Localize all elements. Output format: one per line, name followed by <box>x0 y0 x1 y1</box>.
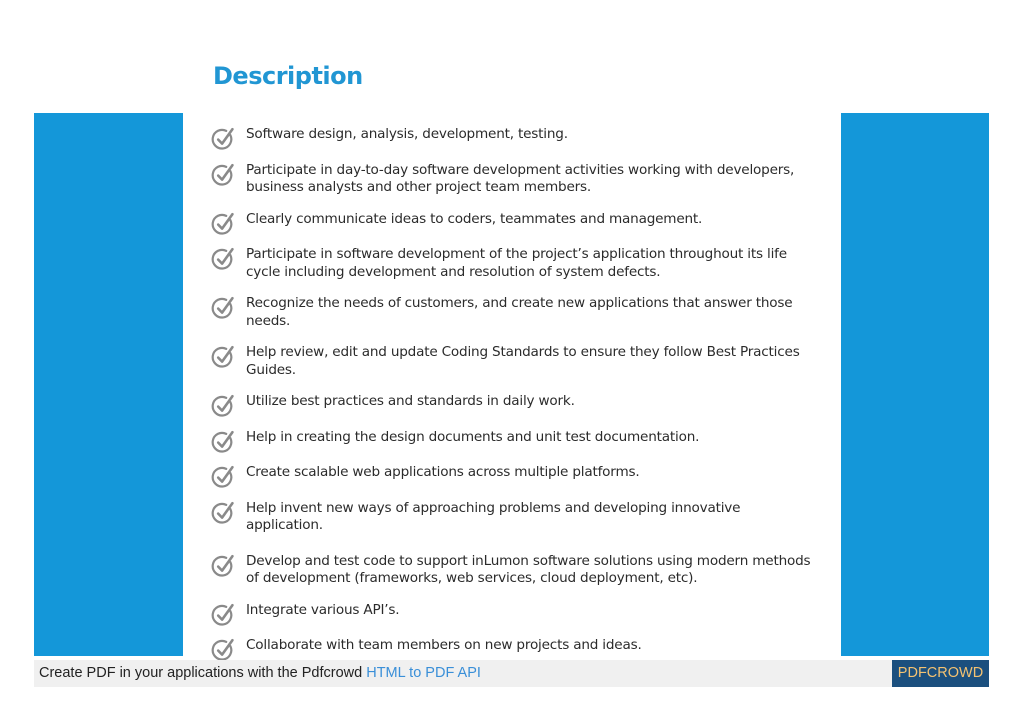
description-item <box>211 500 811 535</box>
description-item <box>211 393 811 411</box>
description-item-text: Help review, edit and update Coding Standards to ensure they follow Best Practices Guides. <box>246 344 800 378</box>
left-blue-panel <box>34 113 183 656</box>
check-circle-icon <box>211 602 237 628</box>
check-circle-icon <box>211 211 237 237</box>
footer-text <box>39 665 481 681</box>
check-circle-icon <box>211 500 237 526</box>
description-item-text: Help in creating the design documents and unit test documentation. <box>246 428 700 445</box>
check-circle-icon <box>211 295 237 321</box>
description-item <box>211 162 811 197</box>
description-item <box>211 295 811 330</box>
description-item-text: Create scalable web applications across multiple platforms. <box>246 464 640 480</box>
description-item-text: Software design, analysis, development, testing. <box>246 126 568 142</box>
check-circle-icon <box>211 393 237 419</box>
description-item-text: Utilize best practices and standards in daily work. <box>246 393 575 409</box>
right-blue-panel <box>841 113 989 656</box>
description-item <box>211 344 811 379</box>
description-item-text: Participate in software development of the project’s application throughout its life cycle including development and resolution of system defects. <box>246 246 787 280</box>
check-circle-icon <box>211 162 237 188</box>
description-item-text: Collaborate with team members on new projects and ideas. <box>246 637 642 653</box>
footer-message: Create PDF in your applications with the Pdfcrowd <box>39 665 367 681</box>
pdf-footer-bar <box>34 660 989 687</box>
description-item-text: Integrate various API’s. <box>246 601 400 618</box>
description-item-text: Participate in day-to-day software development activities working with developers, business analysts and other project team members. <box>246 161 795 195</box>
check-circle-icon <box>211 344 237 370</box>
description-item <box>211 637 811 655</box>
check-circle-icon <box>211 429 237 455</box>
description-item <box>211 464 811 482</box>
section-title: Description <box>213 62 363 90</box>
description-item-text: Recognize the needs of customers, and create new applications that answer those needs. <box>246 295 793 329</box>
description-card <box>183 40 841 656</box>
pdfcrowd-brand-button[interactable]: PDFCROWD <box>892 660 989 687</box>
description-item-text: Develop and test code to support inLumon software solutions using modern methods of development (frameworks, web services, cloud deployment, etc). <box>246 552 811 586</box>
description-item <box>211 429 811 447</box>
check-circle-icon <box>211 464 237 490</box>
check-circle-icon <box>211 553 237 579</box>
description-item <box>211 211 811 229</box>
check-circle-icon <box>211 126 237 152</box>
description-item <box>211 126 811 144</box>
description-item-text: Help invent new ways of approaching problems and developing innovative application. <box>246 499 741 533</box>
check-circle-icon <box>211 246 237 272</box>
description-item-text: Clearly communicate ideas to coders, teammates and management. <box>246 210 703 227</box>
description-item <box>211 602 811 620</box>
description-list <box>211 126 811 655</box>
description-item <box>211 246 811 281</box>
footer-link[interactable]: HTML to PDF API <box>366 665 481 681</box>
description-item <box>211 553 811 588</box>
